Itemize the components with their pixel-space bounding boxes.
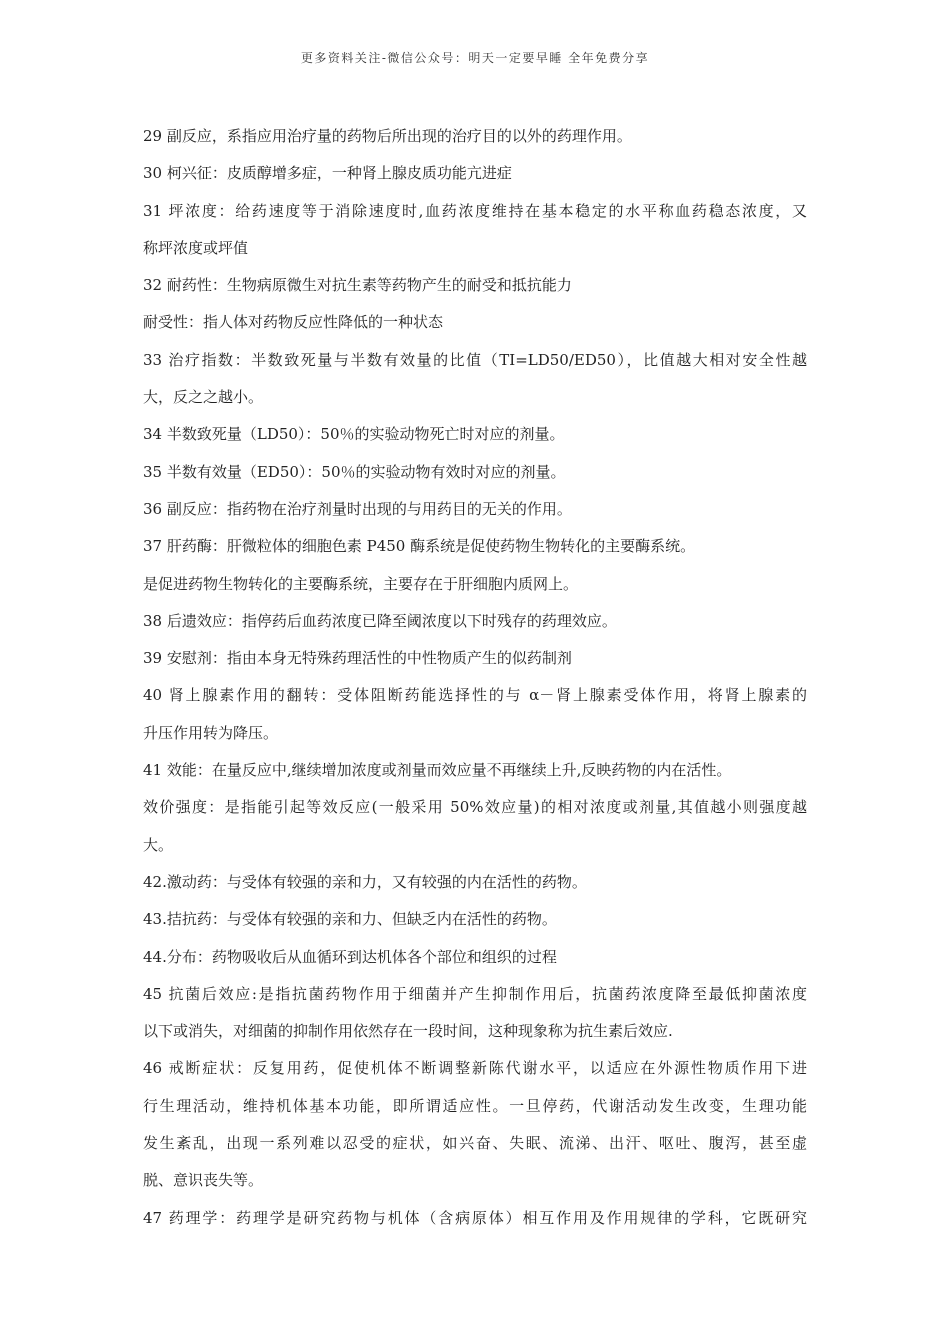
document-body [143, 118, 807, 1237]
text-line: 称坪浓度或坪值 [143, 238, 249, 257]
text-line: 行生理活动，维持机体基本功能，即所谓适应性。一旦停药，代谢活动发生改变，生理功能 [143, 1096, 807, 1115]
text-line: 脱、意识丧失等。 [143, 1171, 264, 1190]
text-line: 发生紊乱，出现一系列难以忍受的症状，如兴奋、失眠、流涕、出汗、呕吐、腹泻，甚至虚 [143, 1134, 807, 1153]
text-line: 大。 [143, 835, 174, 854]
page-header: 更多资料关注-微信公众号：明天一定要早睡 全年免费分享 [300, 51, 650, 65]
text-line: 30 柯兴征：皮质醇增多症，一种肾上腺皮质功能亢进症 [143, 164, 512, 183]
text-line: 29 副反应，系指应用治疗量的药物后所出现的治疗目的以外的药理作用。 [143, 127, 632, 145]
text-line: 效价强度：是指能引起等效反应(一般采用 50%效应量)的相对浓度或剂量,其值越小则强度越 [143, 798, 807, 817]
text-line: 37 肝药酶：肝微粒体的细胞色素 P450 酶系统是促使药物生物转化的主要酶系统。 [143, 537, 696, 556]
text-line: 以下或消失，对细菌的抑制作用依然存在一段时间，这种现象称为抗生素后效应. [143, 1022, 673, 1041]
text-line: 升压作用转为降压。 [143, 723, 279, 742]
text-line: 38 后遗效应：指停药后血药浓度已降至阈浓度以下时残存的药理效应。 [143, 611, 617, 630]
text-line: 46 戒断症状：反复用药，促使机体不断调整新陈代谢水平，以适应在外源性物质作用下进 [143, 1059, 807, 1078]
text-line: 大，反之之越小。 [143, 388, 264, 407]
text-line: 是促进药物生物转化的主要酶系统，主要存在于肝细胞内质网上。 [143, 574, 579, 593]
text-line: 39 安慰剂：指由本身无特殊药理活性的中性物质产生的似药制剂 [143, 649, 572, 668]
text-line: 32 耐药性：生物病原微生对抗生素等药物产生的耐受和抵抗能力 [143, 276, 572, 295]
text-line: 34 半数致死量（LD50）：50％的实验动物死亡时对应的剂量。 [143, 425, 565, 444]
text-line: 42.激动药：与受体有较强的亲和力，又有较强的内在活性的药物。 [143, 872, 587, 891]
text-line: 31 坪浓度：给药速度等于消除速度时,血药浓度维持在基本稳定的水平称血药稳态浓度，又 [143, 201, 807, 220]
text-line: 36 副反应：指药物在治疗剂量时出现的与用药目的无关的作用。 [143, 499, 572, 518]
text-line: 耐受性：指人体对药物反应性降低的一种状态 [143, 313, 444, 332]
text-line: 43.拮抗药：与受体有较强的亲和力、但缺乏内在活性的药物。 [143, 910, 557, 929]
text-line: 47 药理学：药理学是研究药物与机体（含病原体）相互作用及作用规律的学科，它既研究 [143, 1208, 807, 1227]
text-line: 41 效能：在量反应中,继续增加浓度或剂量而效应量不再继续上升,反映药物的内在活性。 [143, 761, 732, 780]
text-line: 33 治疗指数：半数致死量与半数有效量的比值（TI=LD50/ED50），比值越大相对安全性越 [143, 350, 807, 369]
text-line: 40 肾上腺素作用的翻转：受体阻断药能选择性的与 α－肾上腺素受体作用，将肾上腺素的 [143, 686, 807, 705]
text-line: 44.分布：药物吸收后从血循环到达机体各个部位和组织的过程 [143, 947, 557, 966]
text-line: 45 抗菌后效应:是指抗菌药物作用于细菌并产生抑制作用后，抗菌药浓度降至最低抑菌浓度 [143, 984, 807, 1003]
text-line: 35 半数有效量（ED50）：50％的实验动物有效时对应的剂量。 [143, 462, 566, 481]
